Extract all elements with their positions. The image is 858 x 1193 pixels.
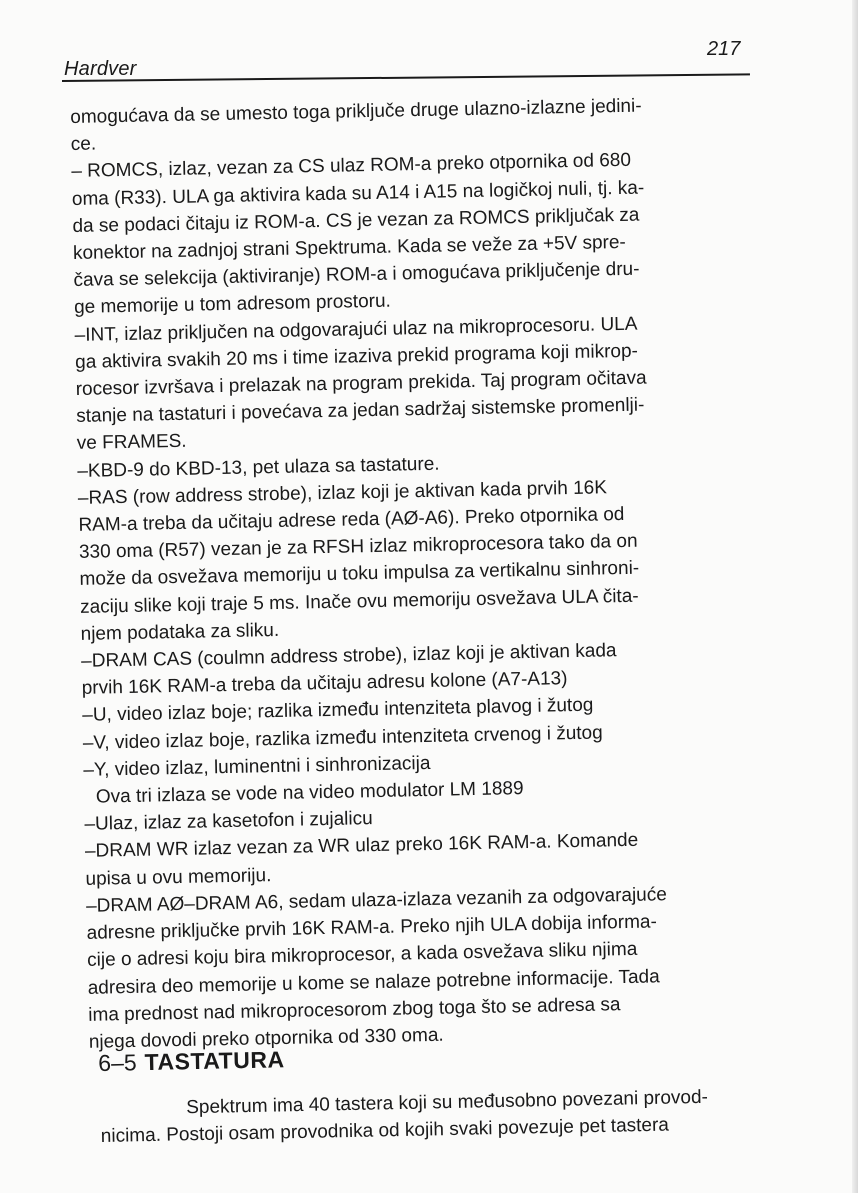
header-rule	[62, 73, 750, 82]
text-line: – ROMCS, izlaz, vezan za CS ulaz ROM-a preko otpornika od 680	[71, 150, 632, 183]
text-line: –RAS (row address strobe), izlaz koji je aktivan kada prvih 16K	[77, 477, 608, 509]
text-line: Ova tri izlaza se vode na video modulator LM 1889	[95, 778, 524, 808]
text-line: adresne priključke prvih 16K RAM-a. Preko njih ULA dobija informa-	[86, 911, 658, 944]
text-line: –INT, izlaz priključen na odgovarajući ulaz na mikroprocesoru. ULA	[74, 313, 638, 346]
text-line: stanje na tastaturi i povećava za jedan sadržaj sistemske promenlji-	[76, 394, 645, 428]
text-line: može da osvežava memoriju u toku impulsa za vertikalnu sinhroni-	[79, 558, 640, 591]
text-line: cije o adresi koju bira mikroprocesor, a kada osvežava sliku njima	[86, 939, 638, 972]
text-line: –DRAM WR izlaz vezan za WR ulaz preko 16K RAM-a. Komande	[84, 830, 639, 863]
text-line: –U, video izlaz boje; razlika između intenziteta plavog i žutog	[82, 695, 594, 727]
text-line: ima prednost nad mikroprocesorom zbog toga što se adresa sa	[88, 993, 621, 1026]
text-line: ga aktivira svakih 20 ms i time izaziva prekid programa koji mikrop-	[74, 340, 639, 373]
text-line: –Y, video izlaz, luminentni i sinhronizacija	[83, 752, 431, 781]
running-head: Hardver	[64, 58, 137, 80]
text-line: adresira deo memorije u kome se nalaze potrebne informacije. Tada	[87, 965, 660, 999]
section-body	[100, 1083, 761, 1150]
text-line: ce.	[70, 133, 97, 156]
text-line: –KBD-9 do KBD-13, pet ulaza sa tastature.	[77, 453, 440, 482]
text-line: 330 oma (R57) vezan je za RFSH izlaz mikroprocesora tako da on	[78, 530, 638, 564]
page-number: 217	[707, 38, 741, 60]
text-line: –DRAM AØ–DRAM A6, sedam ulaza-izlaza vezanih za odgovarajuće	[85, 884, 668, 917]
text-line: oma (R33). ULA ga aktivira kada su A14 i A15 na logičkoj nuli, tj. ka-	[71, 177, 645, 210]
text-line: ve FRAMES.	[76, 431, 187, 455]
text-line: RAM-a treba da učitaju adrese reda (AØ-A6). Preko otpornika od	[78, 504, 625, 536]
text-line: Spektrum ima 40 tastera koji su međusobno povezani provod-	[186, 1086, 709, 1119]
text-line: omogućava da se umesto toga priključe druge ulazno-izlazne jedini-	[70, 95, 642, 128]
text-line: da se podaci čitaju iz ROM-a. CS je vezan za ROMCS priključak za	[72, 204, 640, 237]
page-edge-shadow	[852, 0, 858, 1193]
text-line: čava se selekcija (aktiviranje) ROM-a i omogućava priključenje dru-	[73, 258, 640, 292]
text-line: prvih 16K RAM-a treba da učitaju adresu kolone (A7-A13)	[81, 668, 568, 700]
body-text	[70, 90, 779, 1056]
text-line: ge memorije u tom adresom prostoru.	[73, 291, 392, 319]
text-line: njem podataka za sliku.	[80, 619, 280, 645]
section-title: TASTATURA	[144, 1046, 285, 1076]
text-line: nicima. Postoji osam provodnika od kojih svaki povezuje pet tastera	[100, 1114, 670, 1147]
section-number: 6–5	[98, 1049, 137, 1076]
text-line: zaciju slike koji traje 5 ms. Inače ovu memoriju osvežava ULA čita-	[79, 585, 639, 618]
text-line: njega dovodi preko otpornika od 330 oma.	[88, 1024, 444, 1053]
text-line: –DRAM CAS (coulmn address strobe), izlaz koji je aktivan kada	[80, 640, 617, 672]
section-heading	[98, 1046, 285, 1077]
text-line: –Ulaz, izlaz za kasetofon i zujalicu	[84, 808, 373, 836]
text-line: upisa u ovu memoriju.	[85, 864, 272, 890]
text-line: rocesor izvršava i prelazak na program prekida. Taj program očitava	[75, 367, 647, 400]
text-line: konektor na zadnjoj strani Spektruma. Kada se veže za +5V spre-	[72, 231, 626, 264]
text-line: –V, video izlaz boje, razlika između intenziteta crvenog i žutog	[82, 722, 603, 754]
